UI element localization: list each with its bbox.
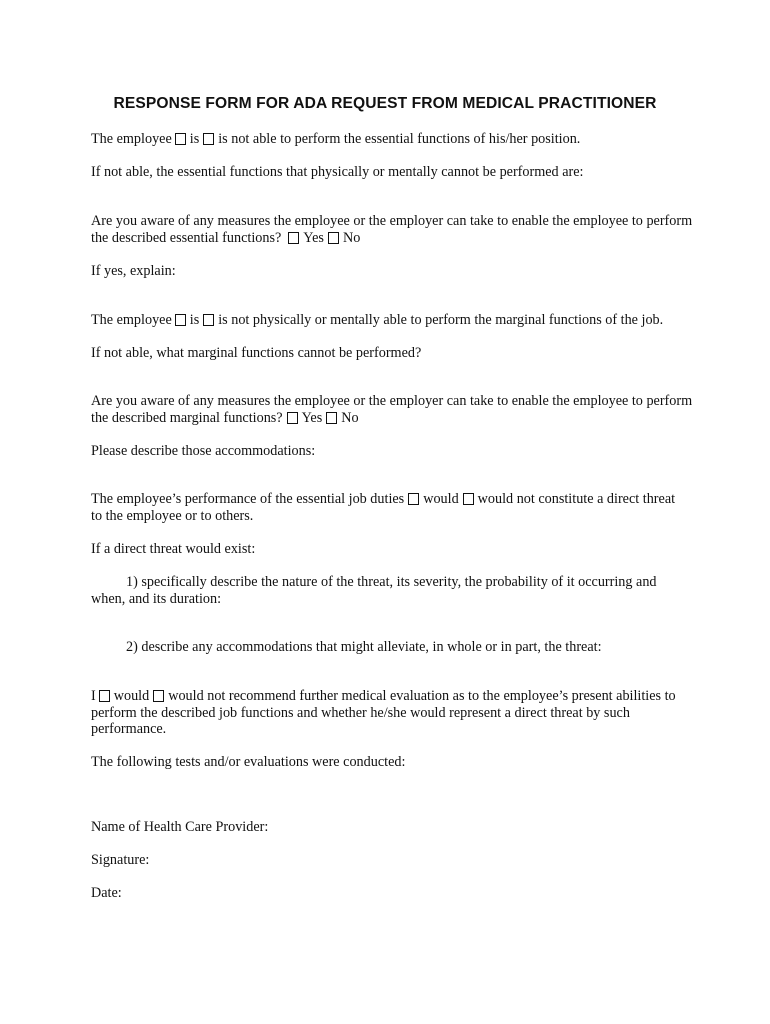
q2-question: the described essential functions? — [91, 230, 282, 246]
threat-2-line — [91, 639, 602, 656]
q2-no-checkbox[interactable] — [328, 232, 339, 244]
threat-2-text: 2) describe any accommodations that might alleviate, in whole or in part, the threat: — [126, 639, 602, 655]
threat-1-text: 1) specifically describe the nature of the threat, its severity, the probability of it occurring and — [126, 574, 657, 590]
q6-followup: The following tests and/or evaluations were conducted: — [91, 754, 406, 770]
q1-prefix: The employee — [91, 131, 172, 147]
q1-is-label: is — [189, 131, 200, 147]
q6-line3: performance. — [91, 721, 167, 737]
q6-would-not-checkbox[interactable] — [153, 690, 164, 702]
q4-yes-checkbox[interactable] — [287, 412, 298, 424]
q2-no-label: No — [342, 230, 361, 246]
q1-is-not-label: is not able to perform the essential functions of his/her position. — [218, 131, 581, 147]
q5-would-not-checkbox[interactable] — [463, 493, 474, 505]
q3-is-not-checkbox[interactable] — [203, 314, 214, 326]
q6-would-checkbox[interactable] — [99, 690, 110, 702]
q6-would-label: would — [113, 688, 150, 704]
threat-1-line2: when, and its duration: — [91, 591, 222, 607]
q4-no-label: No — [341, 410, 359, 426]
q2-yes-checkbox[interactable] — [288, 232, 299, 244]
q5-would-checkbox[interactable] — [408, 493, 419, 505]
q4-line2 — [91, 410, 359, 427]
q5-line2: to the employee or to others. — [91, 508, 254, 524]
q2-line2 — [91, 230, 360, 247]
q5-would-not-label: would not constitute a direct threat — [477, 491, 676, 507]
q4-line1: Are you aware of any measures the employee or the employer can take to enable the employee to perform — [91, 393, 693, 409]
threat-1-line1 — [91, 574, 657, 591]
q4-followup: Please describe those accommodations: — [91, 443, 316, 459]
q1-is-checkbox[interactable] — [175, 133, 186, 145]
q4-no-checkbox[interactable] — [326, 412, 337, 424]
q1-followup: If not able, the essential functions that physically or mentally cannot be performed are: — [91, 164, 584, 180]
q3-prefix: The employee — [91, 312, 172, 328]
q5-line1 — [91, 491, 675, 508]
q1-is-not-checkbox[interactable] — [203, 133, 214, 145]
q3-followup: If not able, what marginal functions cannot be performed? — [91, 345, 422, 361]
q4-question: the described marginal functions? — [91, 410, 283, 426]
q5-would-label: would — [423, 491, 459, 507]
q2-followup: If yes, explain: — [91, 263, 176, 279]
q6-line2: perform the described job functions and whether he/she would represent a direct threat by such — [91, 705, 630, 721]
q5-followup: If a direct threat would exist: — [91, 541, 256, 557]
date-label: Date: — [91, 885, 122, 901]
q2-yes-label: Yes — [303, 230, 324, 246]
q1-line — [91, 131, 580, 148]
q3-is-checkbox[interactable] — [175, 314, 186, 326]
q2-line1: Are you aware of any measures the employee or the employer can take to enable the employee to perform — [91, 213, 693, 229]
q3-is-label: is — [189, 312, 200, 328]
signature-label: Signature: — [91, 852, 150, 868]
provider-name-label: Name of Health Care Provider: — [91, 819, 269, 835]
q3-line — [91, 312, 663, 329]
q6-would-not-label: would not recommend further medical evaluation as to the employee’s present abilities to — [168, 688, 676, 704]
q4-yes-label: Yes — [301, 410, 323, 426]
form-title: RESPONSE FORM FOR ADA REQUEST FROM MEDICAL PRACTITIONER — [113, 95, 657, 112]
q6-prefix: I — [91, 688, 96, 704]
q5-prefix: The employee’s performance of the essential job duties — [91, 491, 405, 507]
q3-is-not-label: is not physically or mentally able to perform the marginal functions of the job. — [218, 312, 664, 328]
q6-line1 — [91, 688, 676, 705]
